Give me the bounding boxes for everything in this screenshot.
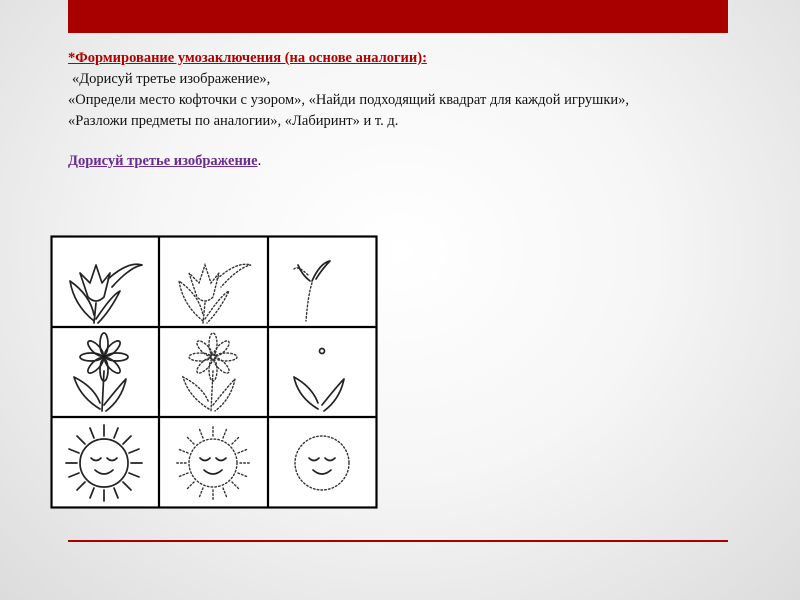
sun-dotted-drawing <box>175 425 251 501</box>
bottom-divider <box>68 540 728 542</box>
text-line-2: «Определи место кофточки с узором», «Найди подходящий квадрат для каждой игрушки», <box>68 92 630 108</box>
tulip-partial-drawing <box>294 261 330 321</box>
link-suffix: . <box>257 153 262 169</box>
sun-solid-drawing <box>66 425 142 501</box>
slide-heading: *Формирование умозаключения (на основе аналогии): <box>68 50 427 66</box>
text-line-3: «Разложи предметы по аналогии», «Лабиринт» и т. д. <box>68 113 399 129</box>
text-line-1: «Дорисуй третье изображение», <box>72 71 271 87</box>
exercise-link[interactable]: Дорисуй третье изображение <box>68 153 258 169</box>
drawing-worksheet <box>50 235 378 509</box>
worksheet-grid <box>50 235 378 509</box>
daisy-solid-drawing <box>74 333 128 411</box>
daisy-dotted-drawing <box>183 333 237 411</box>
tulip-dotted-drawing <box>179 264 251 323</box>
sun-partial-drawing <box>295 436 349 490</box>
daisy-partial-drawing <box>294 349 344 412</box>
title-bar <box>68 0 728 33</box>
slide-content <box>68 48 728 172</box>
tulip-solid-drawing <box>70 264 142 323</box>
